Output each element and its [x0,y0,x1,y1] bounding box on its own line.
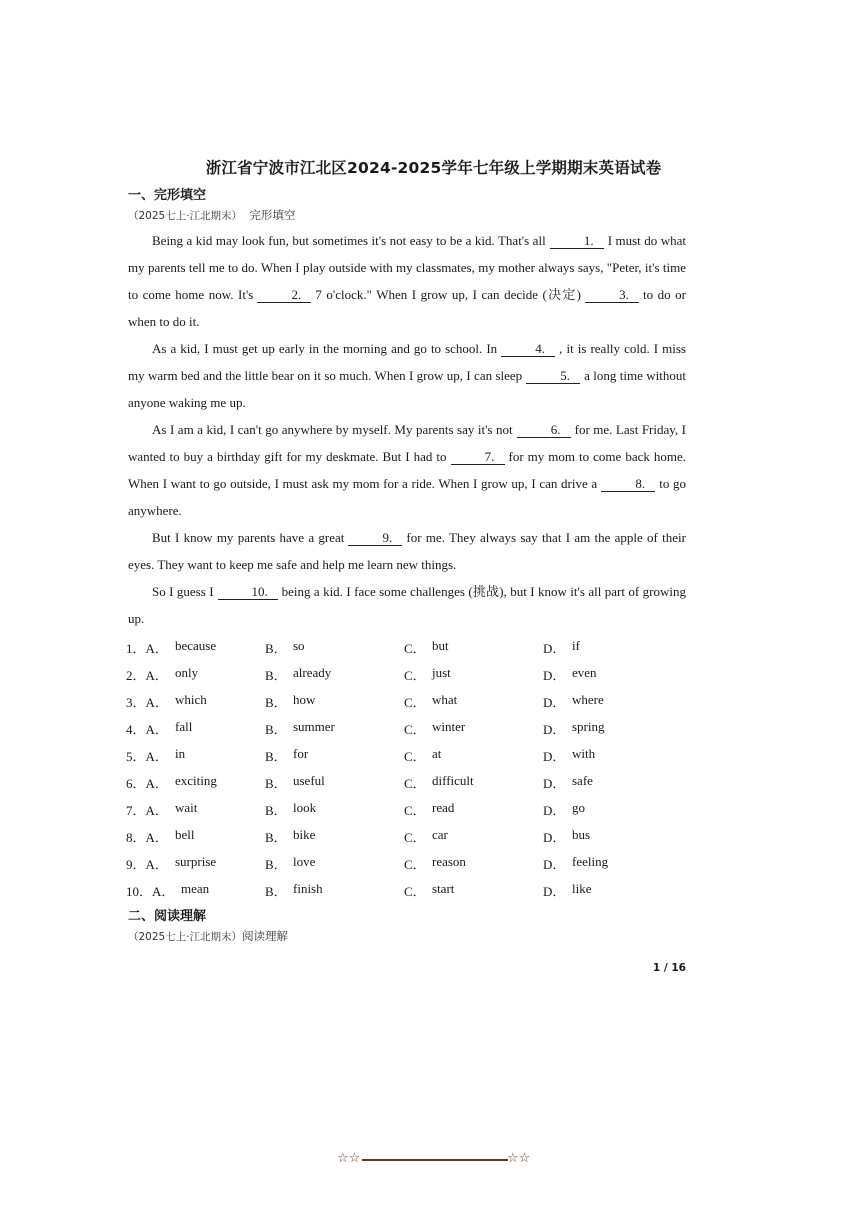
option-b: for [293,746,309,761]
blank-10: 10. [218,585,278,600]
section-source-reading [128,928,288,944]
passage-paragraph-4: But I know my parents have a great 9. for me. They always say that I am the apple of their eyes. They want to keep me safe and help me learn new things. [128,530,686,572]
blank-3: 3. [585,288,639,303]
option-c-label: C． [404,668,426,683]
option-d: with [572,746,596,761]
option-c: read [432,800,455,815]
option-b-label: B． [265,749,287,764]
blank-2: 2. [257,288,311,303]
option-d-label: D． [543,695,566,710]
option-b: already [293,665,332,680]
option-a: which [175,692,207,707]
option-d-label: D． [543,749,566,764]
option-b-label: B． [265,695,287,710]
blank-4: 4. [501,342,555,357]
option-b-label: B． [265,776,287,791]
section-heading-cloze: 一、完形填空 [128,188,207,203]
option-d-label: D． [543,857,566,872]
blank-5: 5. [526,369,580,384]
source-type: 阅读理解 [242,929,289,943]
question-number: 4．A． [126,722,168,737]
option-b: look [293,800,317,815]
option-b: useful [293,773,325,788]
option-a: fall [175,719,193,734]
option-d-label: D． [543,830,566,845]
option-c: but [432,638,449,653]
option-b-label: B． [265,857,287,872]
option-b-label: B． [265,803,287,818]
question-number: 9．A． [126,857,168,872]
option-d: feeling [572,854,609,869]
option-b-label: B． [265,884,287,899]
section-source-cloze [128,207,295,223]
question-number: 6．A． [126,776,168,791]
question-number: 3．A． [126,695,168,710]
option-d: spring [572,719,605,734]
option-d-label: D． [543,722,566,737]
option-c: just [432,665,451,680]
section-heading-reading: 二、阅读理解 [128,909,207,924]
option-b: bike [293,827,316,842]
question-number: 7．A． [126,803,168,818]
option-c: at [432,746,442,761]
option-c-label: C． [404,884,426,899]
option-d-label: D． [543,803,566,818]
passage-paragraph-5: So I guess I 10. being a kid. I face some challenges (挑战), but I know it's all part of growing up. [128,584,686,626]
option-a: in [175,746,186,761]
star-icon-right: ☆☆ [507,1151,531,1166]
option-c: reason [432,854,466,869]
option-a: surprise [175,854,217,869]
source-type: 完形填空 [249,208,296,222]
option-c-label: C． [404,776,426,791]
option-c-label: C． [404,857,426,872]
option-a: because [175,638,217,653]
option-d: safe [572,773,593,788]
page-title: 浙江省宁波市江北区2024-2025学年七年级上学期期末英语试卷 [205,159,662,177]
option-b-label: B． [265,722,287,737]
option-c: difficult [432,773,474,788]
option-d: where [572,692,604,707]
source-tag: （2025七上·江北期末） [128,210,243,222]
blank-8: 8. [601,477,655,492]
option-a: exciting [175,773,217,788]
cloze-passage [128,227,686,632]
question-number: 1．A． [126,641,168,656]
option-b: how [293,692,316,707]
blank-7: 7. [451,450,505,465]
option-c-label: C． [404,830,426,845]
source-tag: （2025七上·江北期末） [128,931,243,943]
footer-ornament [337,1150,533,1170]
passage-paragraph-2: As a kid, I must get up early in the morning and go to school. In 4. , it is really cold. I miss my warm bed and the little bear on it so much. When I grow up, I can sleep 5. a long time without anyone waking me up. [128,341,686,410]
footer-divider [362,1159,508,1161]
option-d: even [572,665,597,680]
option-c-label: C． [404,803,426,818]
option-a: wait [175,800,198,815]
star-icon-left: ☆☆ [337,1151,361,1166]
option-d: like [572,881,592,896]
option-c-label: C． [404,749,426,764]
option-b: finish [293,881,323,896]
option-c-label: C． [404,641,426,656]
option-d: bus [572,827,591,842]
question-number: 8．A． [126,830,168,845]
option-d-label: D． [543,884,566,899]
question-number: 10．A． [126,884,175,899]
option-b-label: B． [265,641,287,656]
option-d: go [572,800,585,815]
option-b: so [293,638,305,653]
option-d-label: D． [543,776,566,791]
option-c-label: C． [404,722,426,737]
passage-paragraph-3: As I am a kid, I can't go anywhere by myself. My parents say it's not 6. for me. Last Friday, I wanted to buy a birthday gift for my deskmate. But I had to 7. for my mom to come back home. When I want to go outside, I must ask my mom for a ride. When I grow up, I can drive a 8. to go anywhere. [128,422,686,518]
option-a: bell [175,827,195,842]
option-b-label: B． [265,830,287,845]
option-b: love [293,854,316,869]
question-number: 5．A． [126,749,168,764]
option-d-label: D． [543,641,566,656]
option-c: what [432,692,458,707]
option-c: car [432,827,448,842]
option-b: summer [293,719,335,734]
option-b-label: B． [265,668,287,683]
option-a: only [175,665,199,680]
option-c: start [432,881,455,896]
option-c: winter [432,719,466,734]
option-a: mean [181,881,210,896]
option-d: if [572,638,580,653]
option-c-label: C． [404,695,426,710]
blank-1: 1. [550,234,604,249]
question-number: 2．A． [126,668,168,683]
page-number: 1 / 16 [652,962,686,974]
passage-paragraph-1: Being a kid may look fun, but sometimes it's not easy to be a kid. That's all 1. I must do what my parents tell me to do. When I play outside with my classmates, my mother always says, "Peter, it's time to come home now. It's 2. 7 o'clock." When I grow up, I can decide (决定) 3. to do or when to do it. [128,233,686,329]
blank-9: 9. [348,531,402,546]
blank-6: 6. [517,423,571,438]
option-d-label: D． [543,668,566,683]
